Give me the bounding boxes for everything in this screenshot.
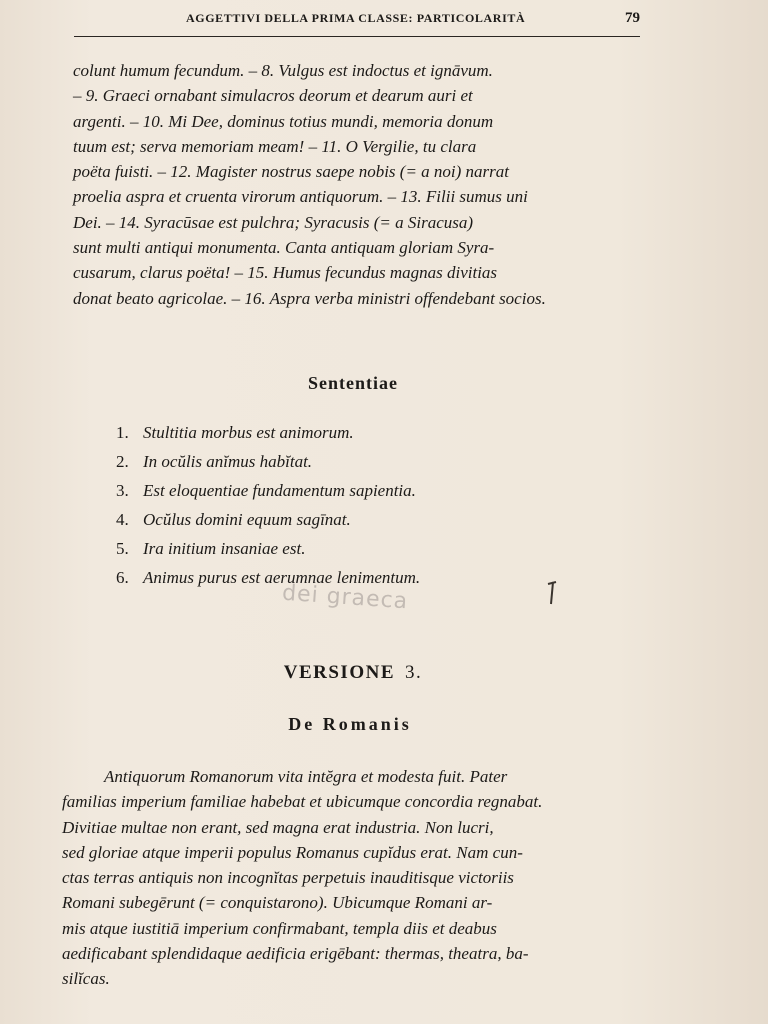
sententia-number: 4. [116,510,129,529]
sententia-text: Animus purus est aerumnae lenimentum. [143,568,421,587]
sententia-item [116,447,420,476]
exercise-line: tuum est; serva memoriam meam! – 11. O Vergilie, tu clara [73,136,477,156]
sententia-number: 3. [116,481,129,500]
versione-line: ctas terras antiquis non incognĭtas perpetuis inauditisque victoriis [62,868,514,888]
sententiae-list [116,418,420,592]
versione-line: Romani subegērunt (= conquistarono). Ubicumque Romani ar- [62,893,493,913]
exercise-line: argenti. – 10. Mi Dee, dominus totius mundi, memoria donum [73,111,494,131]
exercise-line: proelia aspra et cruenta virorum antiquorum. – 13. Filii sumus uni [73,187,528,207]
page-number: 79 [625,10,640,26]
exercise-line: Dei. – 14. Syracūsae est pulchra; Syracusis (= a Siracusa) [73,212,474,232]
versione-line: sed gloriae atque imperii populus Romanus cupĭdus erat. Nam cun- [62,842,523,862]
versione-line: mis atque iustitiā imperium confirmabant, templa diis et deabus [62,918,497,938]
exercise-line: cusarum, clarus poëta! – 15. Humus fecundus magnas divitias [73,263,498,283]
sententia-text: Stultitia morbus est animorum. [143,423,354,442]
sententia-item [116,476,420,505]
exercise-line: – 9. Graeci ornabant simulacros deorum et dearum auri et [73,86,473,106]
versione-line: familias imperium familiae habebat et ubicumque concordia regnabat. [62,792,543,812]
versione-label: VERSIONE [283,662,395,683]
exercise-line: colunt humum fecundum. – 8. Vulgus est indoctus et ignāvum. [73,61,493,80]
sententia-item [116,534,420,563]
sententia-item [116,418,420,447]
exercise-line: donat beato agricolae. – 16. Aspra verba ministri offendebant socios. [73,288,546,308]
versione-heading [0,662,706,684]
sententia-number: 5. [116,539,129,558]
pencil-check-mark [545,580,559,606]
sententia-number: 1. [116,423,129,442]
sententia-text: Ocŭlus domini equum sagīnat. [143,510,351,529]
running-header [74,10,640,37]
versione-number: 3. [405,662,423,683]
versione-paragraph [62,764,634,992]
sententiae-heading: Sententiae [308,373,398,393]
pencil-annotation: dei graeca [281,580,409,615]
exercise-line: poëta fuisti. – 12. Magister nostrus saepe nobis (= a noi) narrat [73,162,509,182]
sententia-number: 2. [116,452,129,471]
exercise-paragraph [73,58,639,311]
exercise-line: sunt multi antiqui monumenta. Canta antiquam gloriam Syra- [73,238,495,258]
versione-line: silĭcas. [62,969,110,989]
running-title: AGGETTIVI DELLA PRIMA CLASSE: PARTICOLARITÀ [186,11,526,25]
sententia-text: In ocŭlis anĭmus habĭtat. [143,452,313,471]
sententia-item [116,505,420,534]
story-title: De Romanis [288,714,412,734]
sententia-text: Est eloquentiae fundamentum sapientia. [143,481,416,500]
sententia-number: 6. [116,568,129,587]
sententia-text: Ira initium insaniae est. [143,539,306,558]
versione-line: Divitiae multae non erant, sed magna erat industria. Non lucri, [62,817,494,837]
versione-line: aedificabant splendidaque aedificia erigēbant: thermas, theatra, ba- [62,944,529,964]
versione-line: Antiquorum Romanorum vita intĕgra et modesta fuit. Pater [104,767,508,786]
